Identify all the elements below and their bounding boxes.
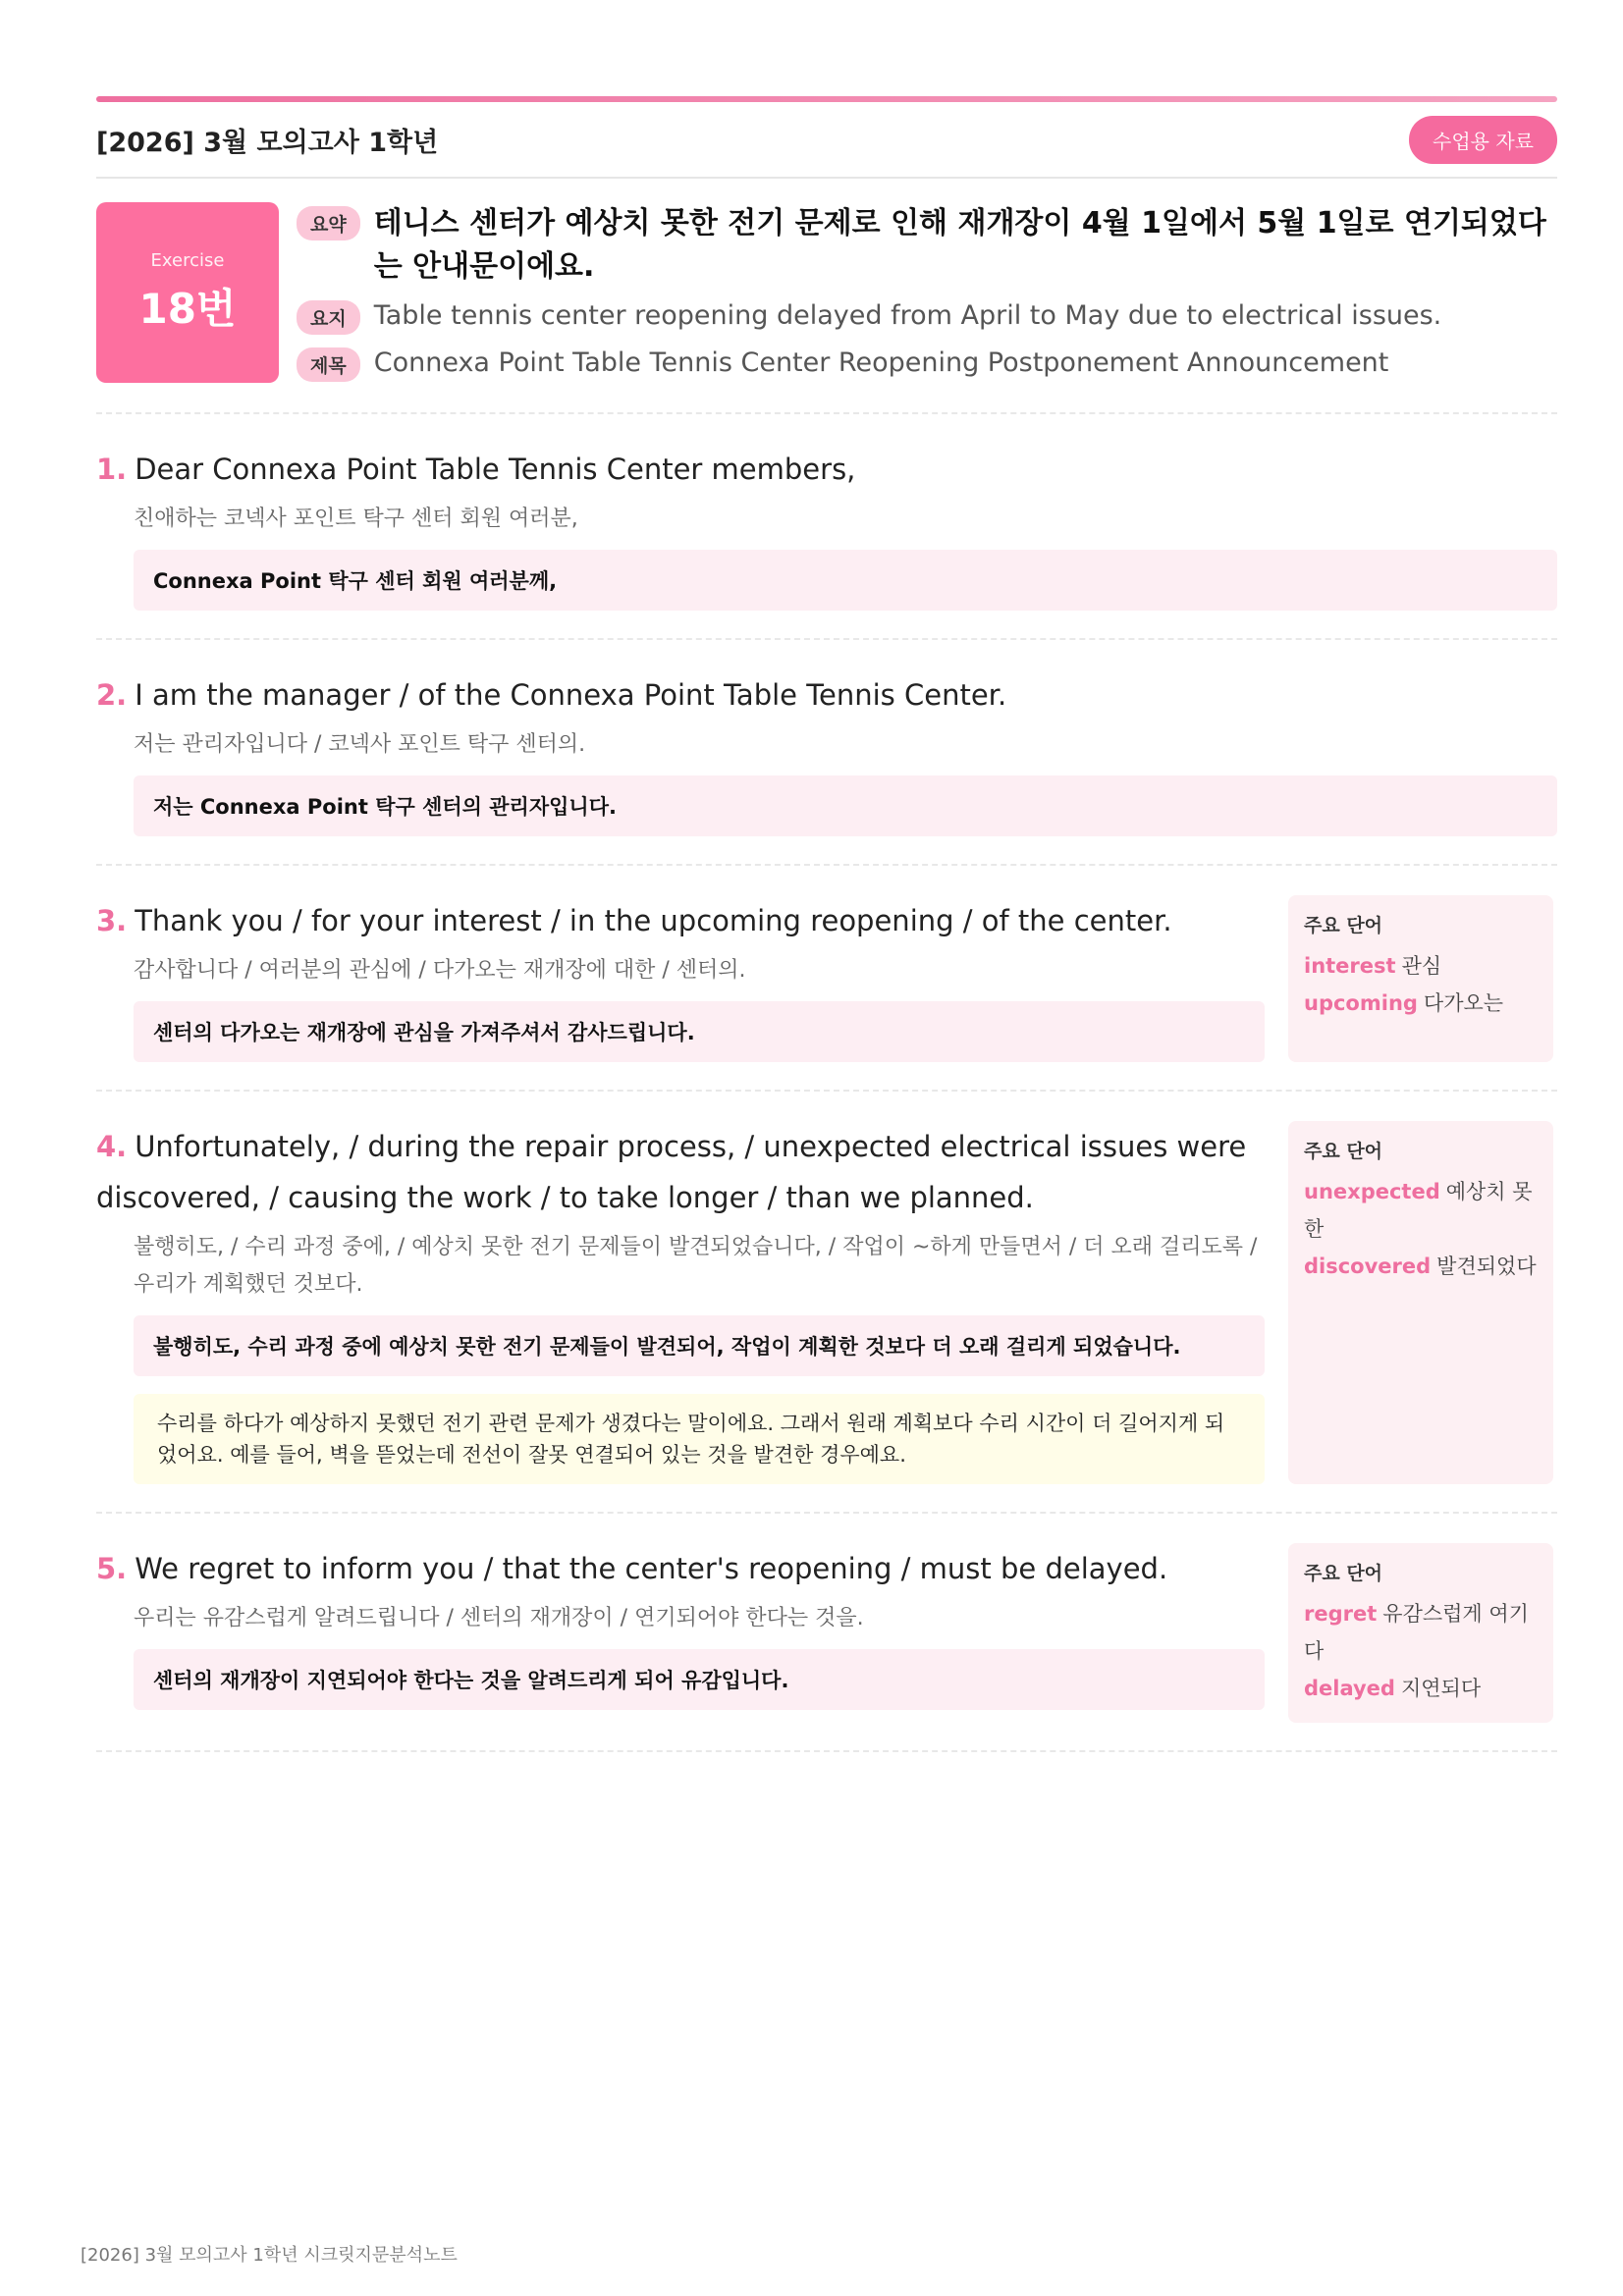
sentence-main [96, 895, 1265, 1062]
page-footer: [2026] 3월 모의고사 1학년 시크릿지문분석노트 [81, 2245, 458, 2266]
key-vocabulary-box [1288, 895, 1553, 1062]
english-text: We regret to inform you / that the center's reopening / must be delayed. [135, 1552, 1168, 1585]
vocab-item [1304, 985, 1538, 1022]
vocab-meaning: 관심 [1401, 954, 1442, 978]
vocab-word: discovered [1304, 1255, 1432, 1278]
summary-tag: 요약 [297, 206, 360, 240]
vocab-title: 주요 단어 [1304, 1141, 1383, 1162]
vocab-word: interest [1304, 954, 1396, 978]
full-translation: 센터의 다가오는 재개장에 관심을 가져주셔서 감사드립니다. [134, 1001, 1265, 1062]
header [96, 102, 1557, 179]
korean-chunk-translation: 감사합니다 / 여러분의 관심에 / 다가오는 재개장에 대한 / 센터의. [134, 958, 746, 983]
summary-row [297, 202, 1557, 289]
vocab-word: unexpected [1304, 1180, 1440, 1203]
vocab-meaning: 발견되었다 [1436, 1255, 1537, 1278]
english-text: I am the manager / of the Connexa Point Table Tennis Center. [135, 678, 1007, 712]
sentence-number: 1. [96, 453, 128, 486]
sentence-main [96, 669, 1557, 836]
vocab-item [1304, 1595, 1538, 1670]
vocab-meaning: 다가오는 [1423, 991, 1504, 1015]
explanation-note: 수리를 하다가 예상하지 못했던 전기 관련 문제가 생겼다는 말이에요. 그래서 원래 계획보다 수리 시간이 더 길어지게 되었어요. 예를 들어, 벽을 뜯었는데 전선이 잘못 연결되어 있는 것을 발견한 경우예요. [134, 1394, 1265, 1484]
korean-chunk-translation: 저는 관리자입니다 / 코넥사 포인트 탁구 센터의. [134, 732, 586, 757]
english-sentence [96, 444, 1557, 495]
exercise-number-box [96, 202, 279, 383]
vocab-meaning: 유감스럽게 여기다 [1304, 1602, 1529, 1663]
summary-text: 테니스 센터가 예상치 못한 전기 문제로 인해 재개장이 4월 1일에서 5월 1일로 연기되었다는 안내문이에요. [373, 206, 1546, 284]
gist-tag: 요지 [297, 300, 360, 335]
vocab-item [1304, 1248, 1538, 1285]
english-sentence [96, 1121, 1265, 1223]
vocab-word: upcoming [1304, 991, 1418, 1015]
sentence-main [96, 444, 1557, 611]
title-row [297, 344, 1557, 383]
vocab-word: delayed [1304, 1677, 1395, 1700]
english-text: Dear Connexa Point Table Tennis Center members, [135, 453, 856, 486]
exercise-info [297, 202, 1557, 391]
korean-chunk-translation: 우리는 유감스럽게 알려드립니다 / 센터의 재개장이 / 연기되어야 한다는 것을. [134, 1606, 864, 1630]
document-title: [2026] 3월 모의고사 1학년 [96, 127, 439, 158]
sentence-number: 3. [96, 904, 128, 937]
vocab-meaning: 지연되다 [1400, 1677, 1482, 1700]
vocab-title: 주요 단어 [1304, 915, 1383, 936]
english-text: Thank you / for your interest / in the upcoming reopening / of the center. [135, 904, 1172, 937]
full-translation: Connexa Point 탁구 센터 회원 여러분께, [134, 550, 1557, 611]
sentence-2 [96, 640, 1557, 866]
exercise-summary-block [96, 179, 1557, 414]
exercise-number: 18번 [138, 284, 237, 333]
korean-chunk-translation: 친애하는 코넥사 포인트 탁구 센터 회원 여러분, [134, 507, 578, 531]
sentence-number: 4. [96, 1130, 128, 1163]
korean-chunk-translation: 불행히도, / 수리 과정 중에, / 예상치 못한 전기 문제들이 발견되었습니다, / 작업이 ~하게 만들면서 / 더 오래 걸리도록 / 우리가 계획했던 것보다. [134, 1235, 1258, 1297]
english-sentence [96, 895, 1265, 946]
vocab-item [1304, 1670, 1538, 1707]
sentence-number: 2. [96, 678, 128, 712]
english-sentence [96, 1543, 1265, 1594]
gist-text: Table tennis center reopening delayed from April to May due to electrical issues. [373, 300, 1442, 331]
sentence-main [96, 1121, 1265, 1484]
english-sentence [96, 669, 1557, 721]
vocab-title: 주요 단어 [1304, 1563, 1383, 1584]
vocab-meaning: 예상치 못한 [1304, 1180, 1533, 1241]
title-tag: 제목 [297, 347, 360, 382]
vocab-item [1304, 947, 1538, 985]
sentence-1 [96, 414, 1557, 640]
sentence-number: 5. [96, 1552, 128, 1585]
exercise-label: Exercise [150, 249, 225, 271]
sentence-3 [96, 866, 1557, 1092]
sentence-4 [96, 1092, 1557, 1514]
page [96, 96, 1557, 1752]
vocab-word: regret [1304, 1602, 1378, 1626]
full-translation: 불행히도, 수리 과정 중에 예상치 못한 전기 문제들이 발견되어, 작업이 계획한 것보다 더 오래 걸리게 되었습니다. [134, 1315, 1265, 1376]
sentence-main [96, 1543, 1265, 1723]
sentence-5 [96, 1514, 1557, 1752]
gist-row [297, 296, 1557, 336]
english-text: Unfortunately, / during the repair process, / unexpected electrical issues were discovered, / causing the work / to take longer / than we planned. [96, 1130, 1247, 1214]
class-material-badge: 수업용 자료 [1409, 116, 1557, 164]
title-text: Connexa Point Table Tennis Center Reopening Postponement Announcement [373, 347, 1389, 378]
full-translation: 센터의 재개장이 지연되어야 한다는 것을 알려드리게 되어 유감입니다. [134, 1649, 1265, 1710]
key-vocabulary-box [1288, 1121, 1553, 1484]
key-vocabulary-box [1288, 1543, 1553, 1723]
vocab-item [1304, 1173, 1538, 1248]
full-translation: 저는 Connexa Point 탁구 센터의 관리자입니다. [134, 775, 1557, 836]
